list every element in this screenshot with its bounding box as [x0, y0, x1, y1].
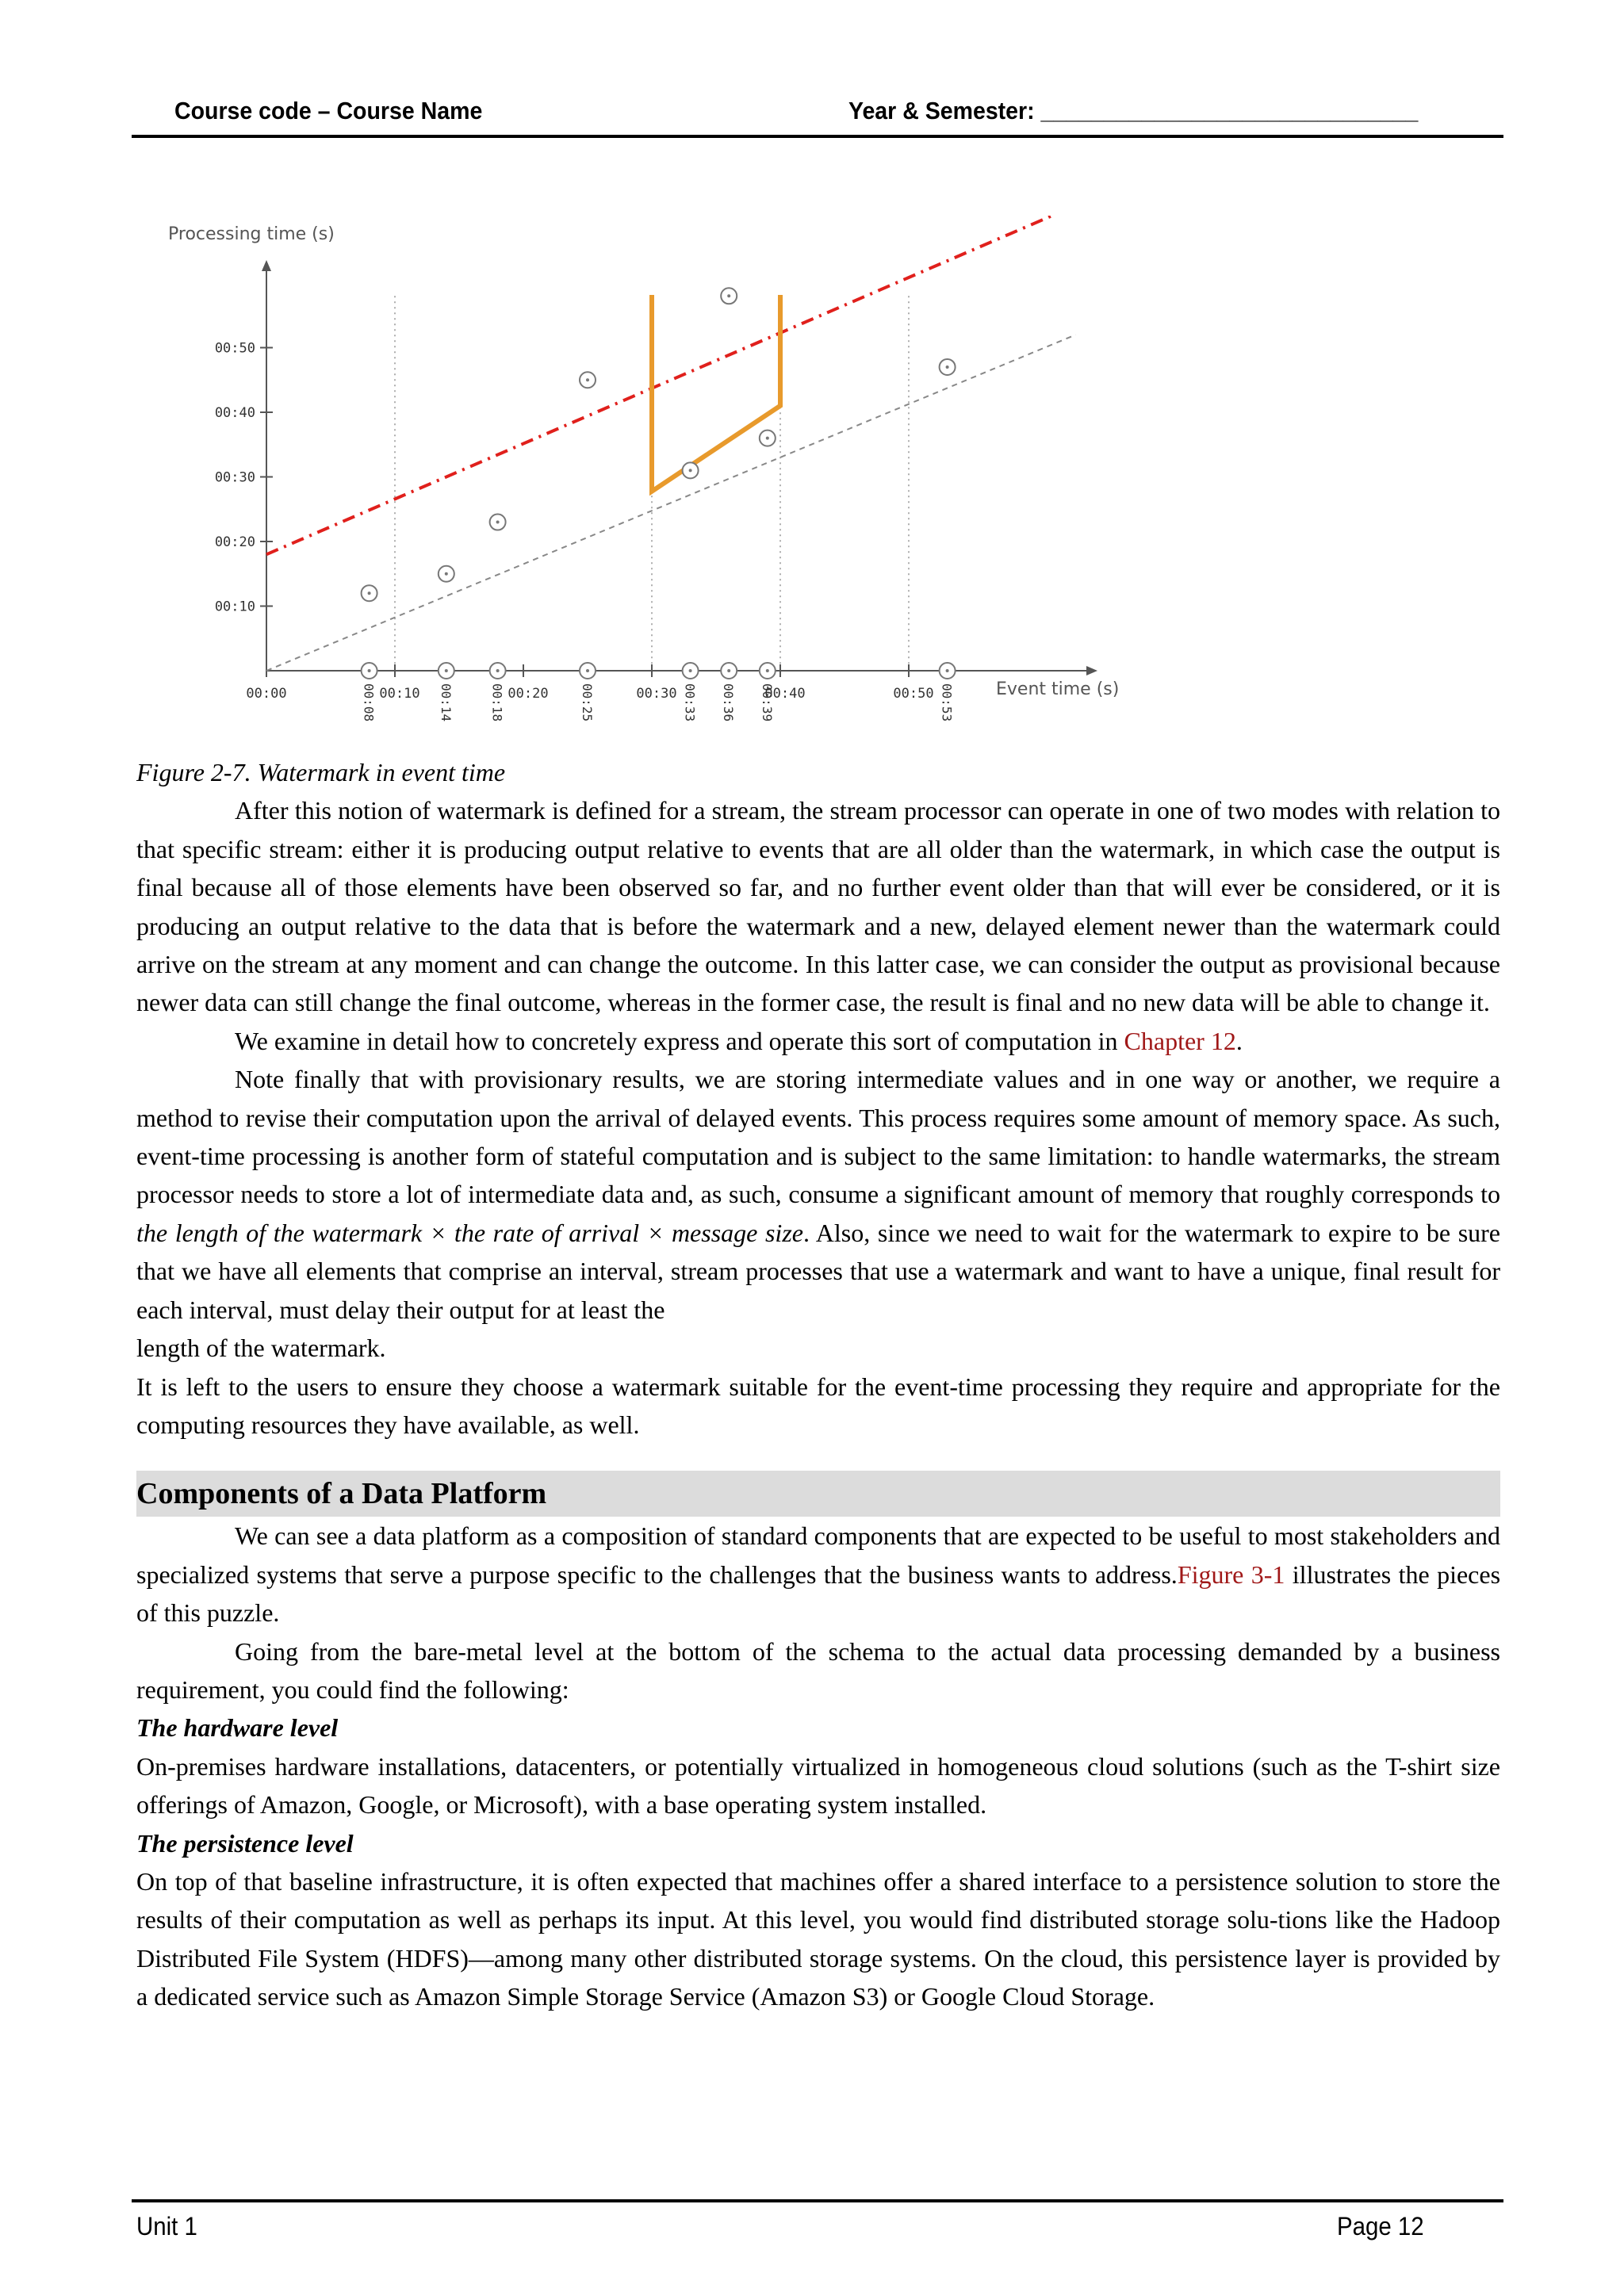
section-heading: Components of a Data Platform — [136, 1471, 1500, 1517]
body-content — [136, 753, 1500, 2016]
watermark-figure — [159, 216, 1134, 739]
event-axis-marker-center — [496, 669, 500, 672]
x-tick-label: 00:00 — [246, 686, 287, 702]
paragraph — [136, 1517, 1500, 1632]
event-point-center — [766, 437, 769, 440]
y-tick-label: 00:20 — [214, 534, 255, 550]
watermark-chart — [159, 216, 1134, 739]
y-tick-label: 00:30 — [214, 469, 255, 486]
y-axis-title: Processing time (s) — [168, 224, 335, 244]
x-tick-label: 00:40 — [764, 686, 806, 702]
x-tick-label: 00:10 — [379, 686, 420, 702]
paragraph: length of the watermark. — [136, 1334, 386, 1363]
event-point-center — [727, 294, 730, 297]
event-axis-marker-center — [368, 669, 371, 672]
paragraph — [136, 1022, 1500, 1060]
event-time-label: 00:14 — [438, 683, 454, 722]
paragraph-text: . Also, since we need to wait for the watermark to expire to be sure that we have all elements that comprise an interval, stream processes that use a watermark and want to have a unique, final result for each interval, must delay their output for at least the — [136, 1218, 1500, 1324]
paragraph-text: illustrates the pieces of this puzzle. — [136, 1559, 1501, 1628]
event-time-label: 00:08 — [361, 683, 377, 722]
event-point-center — [586, 378, 589, 381]
x-tick-label: 00:50 — [893, 686, 934, 702]
paragraph-text: Note finally that with provisionary results, we are storing intermediate values and in one way or another, we require a method to revise their computation upon the arrival of delayed events. This process requires some amount of memory space. As such, event-time processing is another form of stateful computation and is subject to the same limitation: to handle watermarks, the stream processor needs to store a lot of intermediate data and, as such, consume a significant amount of memory that roughly corresponds to — [136, 1065, 1500, 1209]
event-axis-marker-center — [766, 669, 769, 672]
event-axis-marker-center — [445, 669, 448, 672]
event-point-center — [445, 572, 448, 576]
y-axis-arrow-icon — [262, 260, 271, 271]
event-axis-marker-center — [586, 669, 589, 672]
y-tick-label: 00:40 — [214, 405, 255, 421]
footer-unit: Unit 1 — [136, 2212, 197, 2241]
header-year-semester: Year & Semester: ______________________________ — [848, 97, 1419, 124]
event-time-label: 00:33 — [682, 683, 698, 722]
paragraph: It is left to the users to ensure they choose a watermark suitable for the event-time processing they require and appropriate for the computing resources they have available, as well. — [136, 1372, 1500, 1439]
footer-page-number: Page 12 — [1337, 2212, 1424, 2241]
x-tick-label: 00:30 — [636, 686, 677, 702]
paragraph-text: We can see a data platform as a composition of standard components that are expected to be useful to most stakeholders and specialized systems that serve a purpose specific to the challenges that the business wants to address. — [136, 1521, 1500, 1589]
header-rule — [132, 135, 1503, 138]
paragraph — [136, 1060, 1500, 1329]
event-point-center — [496, 521, 500, 524]
memory-formula: the length of the watermark × the rate of arrival × message size — [136, 1218, 803, 1247]
event-time-label: 00:18 — [489, 683, 505, 722]
paragraph-text: . — [1235, 1026, 1243, 1055]
x-tick-label: 00:20 — [508, 686, 549, 702]
event-point-center — [689, 469, 692, 472]
event-time-label: 00:53 — [939, 683, 955, 722]
event-axis-marker-center — [727, 669, 730, 672]
y-tick-label: 00:10 — [214, 599, 255, 615]
x-axis-arrow-icon — [1086, 666, 1097, 675]
event-axis-marker-center — [689, 669, 692, 672]
event-time-label: 00:36 — [721, 683, 737, 722]
term-heading: The hardware level — [136, 1713, 339, 1743]
event-time-label: 00:39 — [759, 683, 775, 722]
window-bracket — [652, 295, 780, 492]
term-heading: The persistence level — [136, 1828, 354, 1858]
paragraph-text: We examine in detail how to concretely express and operate this sort of computation in — [235, 1026, 1124, 1055]
figure-3-1-link[interactable]: Figure 3-1 — [1177, 1559, 1285, 1589]
paragraph: Going from the bare-metal level at the bottom of the schema to the actual data processing demanded by a business requirement, you could find the following: — [136, 1636, 1500, 1704]
y-tick-label: 00:50 — [214, 340, 255, 357]
chapter-12-link[interactable]: Chapter 12 — [1124, 1026, 1236, 1055]
x-axis-title: Event time (s) — [996, 679, 1120, 699]
paragraph: On top of that baseline infrastructure, it is often expected that machines offer a shared interface to a persistence solution to store the results of their computation as well as perhaps its input. At this level, you would find distributed storage solu-tions like the Hadoop Distributed File System (HDFS)—among many other distributed storage systems. On the cloud, this persistence layer is provided by a dedicated service such as Amazon Simple Storage Service (Amazon S3) or Google Cloud Storage. — [136, 1866, 1500, 2011]
paragraph: After this notion of watermark is defined for a stream, the stream processor can operate in one of two modes with relation to that specific stream: either it is producing output relative to events that are all older than the watermark, in which case the output is final because all of those elements have been observed so far, and no further event older than that will ever be considered, or it is producing an output relative to the data that is before the watermark and a new, delayed element newer than the watermark could arrive on the stream at any moment and can change the outcome. In this latter case, we can consider the output as provisional because newer data can still change the final outcome, whereas in the former case, the result is final and no new data will be able to change it. — [136, 796, 1500, 1017]
footer-rule — [132, 2199, 1503, 2202]
paragraph: On-premises hardware installations, datacenters, or potentially virtualized in homogeneous cloud solutions (such as the T-shirt size offerings of Amazon, Google, or Microsoft), with a base operating system installed. — [136, 1751, 1500, 1820]
event-point-center — [368, 591, 371, 595]
event-time-label: 00:25 — [580, 683, 595, 722]
event-point-center — [946, 365, 949, 369]
header-course: Course code – Course Name — [174, 97, 483, 124]
event-axis-marker-center — [946, 669, 949, 672]
figure-caption: Figure 2-7. Watermark in event time — [136, 758, 506, 786]
